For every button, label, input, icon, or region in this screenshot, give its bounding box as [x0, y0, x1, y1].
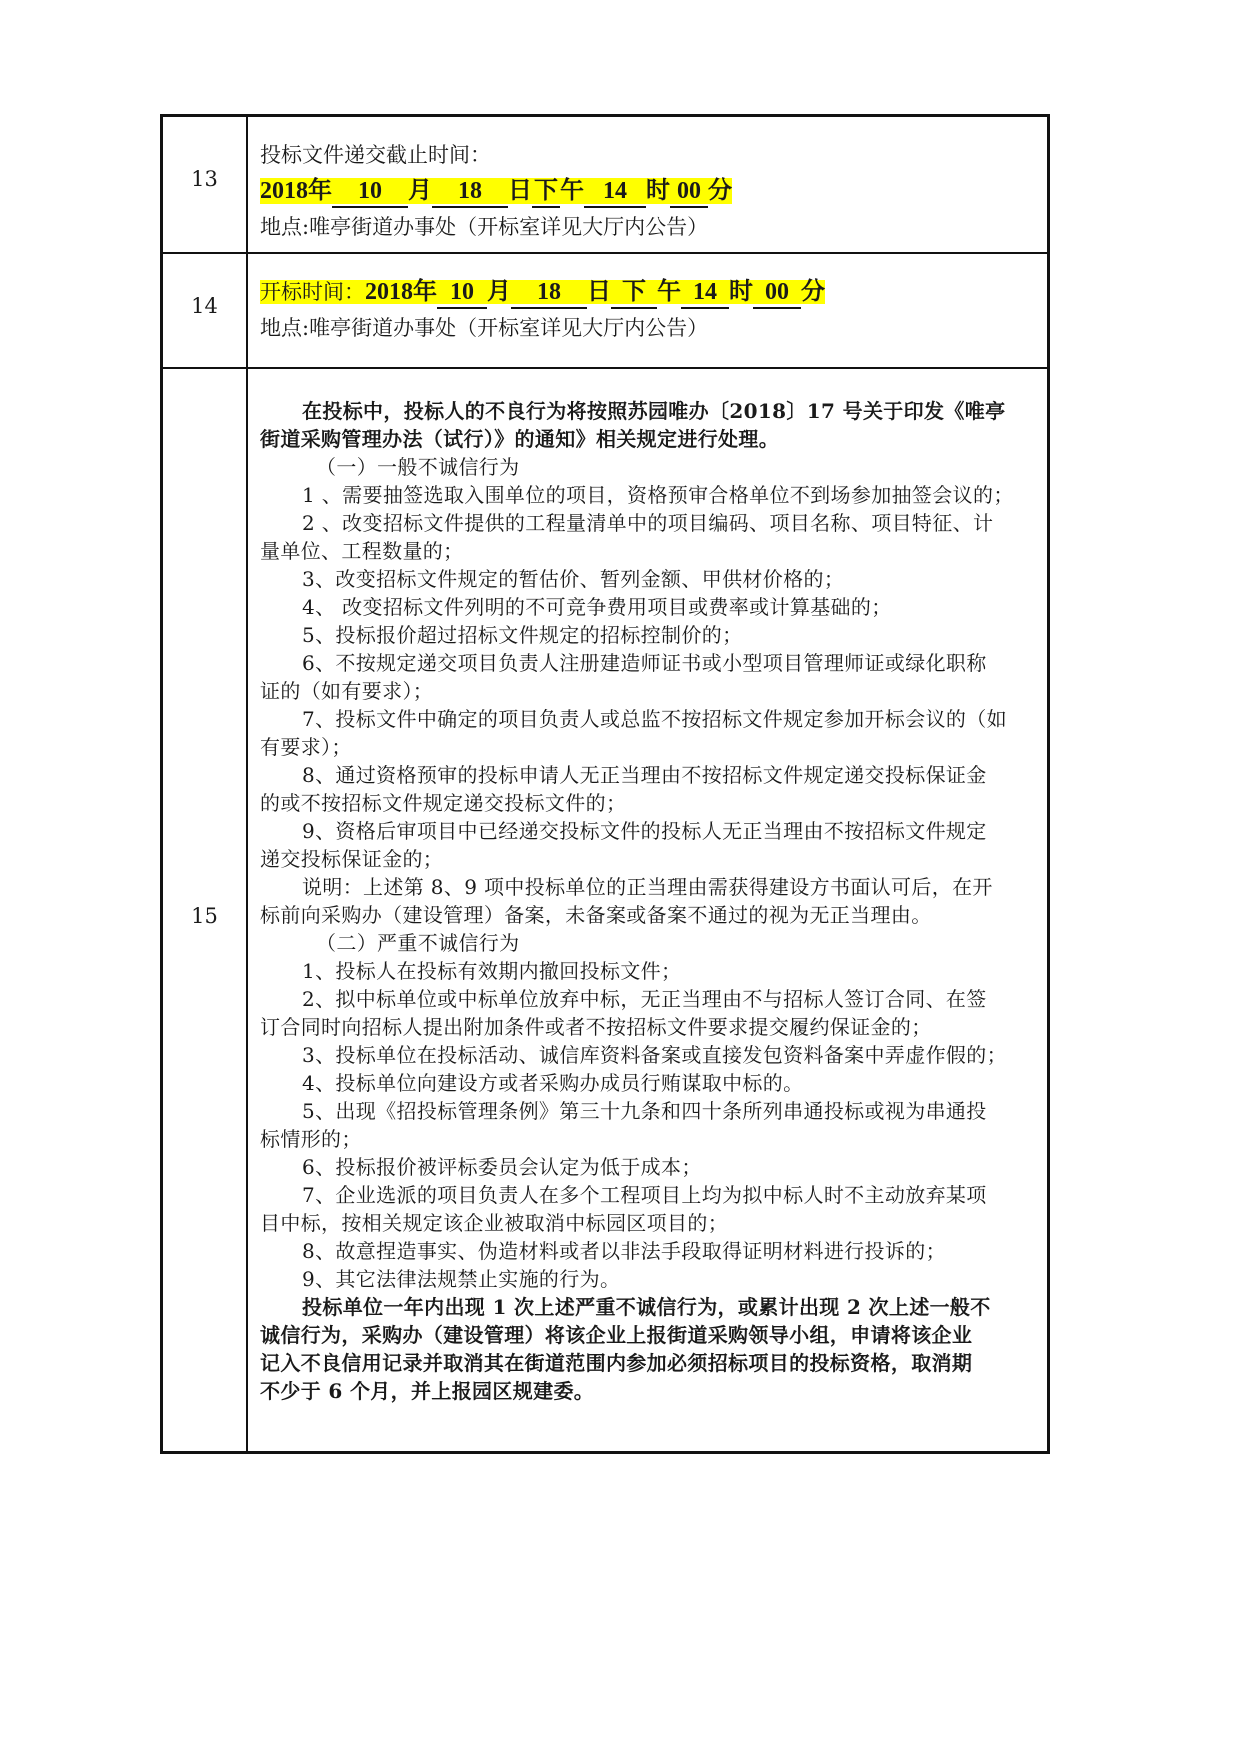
minute-blank: 00 [670, 176, 708, 208]
month-blank: 10 [332, 176, 408, 208]
rule-line: 证的（如有要求）； [260, 679, 434, 703]
rule-line: 7、企业选派的项目负责人在多个工程项目上均为拟中标人时不主动放弃某项 [302, 1183, 987, 1207]
deadline-datetime: 2018年 10 月 18 日下午 14 时 00 分 [260, 173, 1039, 209]
rule-line: 3、投标单位在投标活动、诚信库资料备案或直接发包资料备案中弄虚作假的； [302, 1043, 1007, 1067]
rule-line: 9、资格后审项目中已经递交投标文件的投标人无正当理由不按招标文件规定 [302, 819, 987, 843]
note-line: 说明：上述第 8、9 项中投标单位的正当理由需获得建设方书面认可后，在开 [302, 875, 993, 899]
rule-line: 3、改变招标文件规定的暂估价、暂列金额、甲供材价格的； [302, 567, 845, 591]
opening-datetime: 开标时间：2018年 10 月 18 日 下 午 14 时 00 分 [260, 274, 1039, 310]
deadline-label: 投标文件递交截止时间： [260, 143, 491, 167]
location: 地点:唯亭街道办事处（开标室详见大厅内公告） [260, 215, 709, 239]
intro-line: 在投标中，投标人的不良行为将按照苏园唯办〔2018〕17 号关于印发《唯亭 [302, 399, 1006, 423]
table-row-15 [163, 369, 1047, 1451]
row-number: 13 [191, 167, 218, 191]
table-row-13 [163, 117, 1047, 253]
rule-line: 5、出现《招投标管理条例》第三十九条和四十条所列串通投标或视为串通投 [302, 1099, 987, 1123]
location: 地点:唯亭街道办事处（开标室详见大厅内公告） [260, 316, 709, 340]
rule-line: 的或不按招标文件规定递交投标文件的； [260, 791, 627, 815]
rule-line: 6、投标报价被评标委员会认定为低于成本； [302, 1155, 702, 1179]
hour-blank: 14 [584, 176, 646, 208]
rule-line: 9、其它法律法规禁止实施的行为。 [302, 1267, 621, 1291]
note-line: 标前向采购办（建设管理）备案，未备案或备案不通过的视为无正当理由。 [260, 903, 932, 927]
section-heading: （二）严重不诚信行为 [316, 931, 520, 955]
intro-line: 街道采购管理办法（试行）》的通知》相关规定进行处理。 [260, 427, 780, 451]
day-blank: 18 [432, 176, 508, 208]
row-content [260, 137, 1039, 245]
rule-line: 标情形的； [260, 1127, 362, 1151]
table-row-14 [163, 254, 1047, 368]
rule-line: 2、拟中标单位或中标单位放弃中标，无正当理由不与招标人签订合同、在签 [302, 987, 987, 1011]
rule-line: 2 、改变招标文件提供的工程量清单中的项目编码、项目名称、项目特征、计 [302, 511, 994, 535]
rule-line: 6、不按规定递交项目负责人注册建造师证书或小型项目管理师证或绿化职称 [302, 651, 987, 675]
rule-line: 有要求）； [260, 735, 352, 759]
row-content [260, 274, 1039, 346]
penalty-line: 记入不良信用记录并取消其在街道范围内参加必须招标项目的投标资格，取消期 [260, 1351, 973, 1375]
penalty-line: 投标单位一年内出现 1 次上述严重不诚信行为，或累计出现 2 次上述一般不 [302, 1295, 991, 1319]
rule-line: 量单位、工程数量的； [260, 539, 464, 563]
rule-line: 1 、需要抽签选取入围单位的项目，资格预审合格单位不到场参加抽签会议的； [302, 483, 1014, 507]
opening-label: 开标时间： [260, 280, 365, 304]
rule-line: 4、 改变招标文件列明的不可竞争费用项目或费率或计算基础的； [302, 595, 892, 619]
rule-line: 8、通过资格预审的投标申请人无正当理由不按招标文件规定递交投标保证金 [302, 763, 987, 787]
rule-line: 4、投标单位向建设方或者采购办成员行贿谋取中标的。 [302, 1071, 804, 1095]
rule-line: 5、投标报价超过招标文件规定的招标控制价的； [302, 623, 743, 647]
rule-line: 1、投标人在投标有效期内撤回投标文件； [302, 959, 682, 983]
row-number: 14 [191, 294, 218, 318]
penalty-line: 不少于 6 个月，并上报园区规建委。 [260, 1379, 595, 1403]
rule-line: 7、投标文件中确定的项目负责人或总监不按招标文件规定参加开标会议的（如 [302, 707, 1007, 731]
row-number: 15 [191, 904, 218, 928]
penalty-line: 诚信行为，采购办（建设管理）将该企业上报街道采购领导小组，申请将该企业 [260, 1323, 973, 1347]
rule-line: 8、故意捏造事实、伪造材料或者以非法手段取得证明材料进行投诉的； [302, 1239, 946, 1263]
bid-info-table [160, 114, 1050, 1454]
year: 2018 [260, 178, 308, 204]
rule-line: 订合同时向招标人提出附加条件或者不按招标文件要求提交履约保证金的； [260, 1015, 932, 1039]
section-heading: （一）一般不诚信行为 [316, 455, 520, 479]
misconduct-rules [260, 397, 1039, 1405]
rule-line: 递交投标保证金的； [260, 847, 444, 871]
rule-line: 目中标，按相关规定该企业被取消中标园区项目的； [260, 1211, 729, 1235]
